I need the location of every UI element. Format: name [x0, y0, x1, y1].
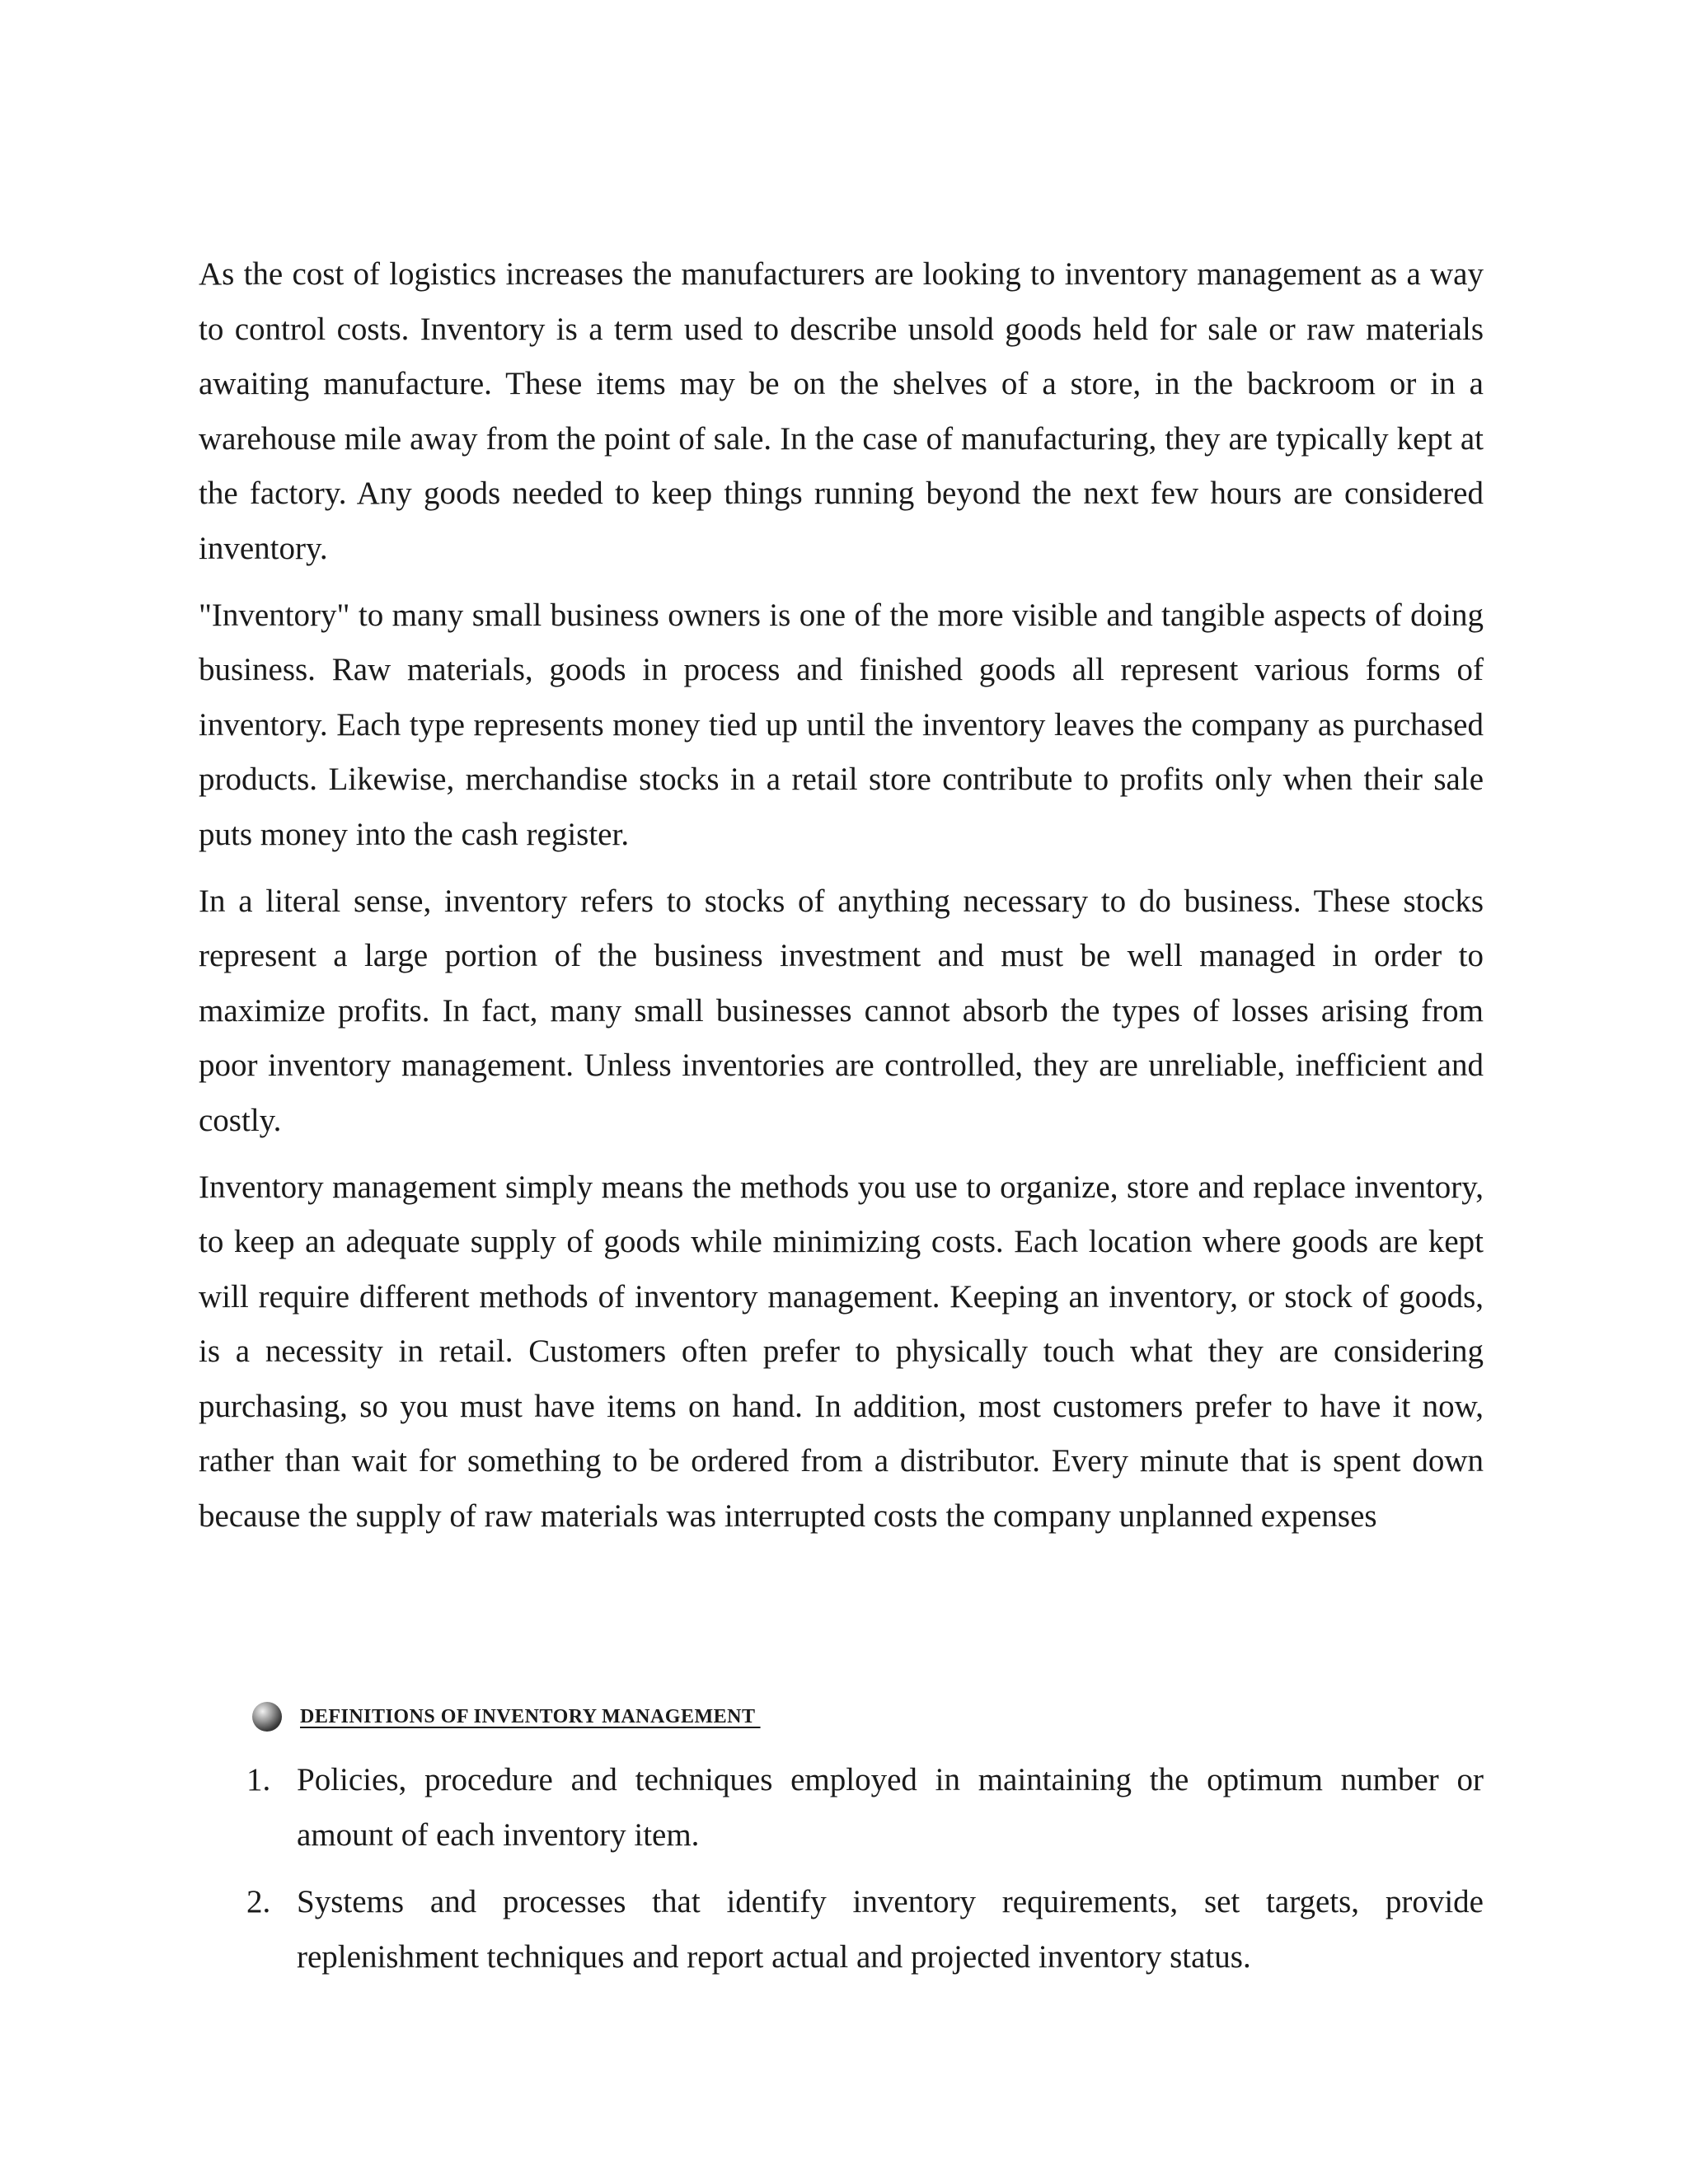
paragraph-inventory-small-business: "Inventory" to many small business owners is one of the more visible and tangible aspects of doing business. Raw materials, goods in process and finished goods all represent various forms of inventory. Each type represents money tied up until the inventory leaves the company as purchased products. Likewise, merchandise stocks in a retail store contribute to profits only when their sale puts money into the cash register.: [199, 597, 1484, 852]
sphere-bullet-icon: [252, 1702, 282, 1732]
document-body: [199, 247, 1484, 1556]
paragraph-logistics-intro: As the cost of logistics increases the manufacturers are looking to inventory management as a way to control costs. Inventory is a term used to describe unsold goods held for sale or raw materials awaiting manufacture. These items may be on the shelves of a store, in the backroom or in a warehouse mile away from the point of sale. In the case of manufacturing, they are typically kept at the factory. Any goods needed to keep things running beyond the next few hours are considered inventory.: [199, 256, 1484, 566]
paragraph-inventory-management-meaning: Inventory management simply means the methods you use to organize, store and replace inventory, to keep an adequate supply of goods while minimizing costs. Each location where goods are kept will require different methods of inventory management. Keeping an inventory, or stock of goods, is a necessity in retail. Customers often prefer to physically touch what they are considering purchasing, so you must have items on hand. In addition, most customers prefer to have it now, rather than wait for something to be ordered from a distributor. Every minute that is spent down because the supply of raw materials was interrupted costs the company unplanned expenses: [199, 1169, 1484, 1535]
paragraph-literal-sense: In a literal sense, inventory refers to stocks of anything necessary to do business. These stocks represent a large portion of the business investment and must be well managed in order to maximize profits. In fact, many small businesses cannot absorb the types of losses arising from poor inventory management. Unless inventories are controlled, they are unreliable, inefficient and costly.: [199, 883, 1484, 1138]
list-item-text: Systems and processes that identify inventory requirements, set targets, provide replenishment techniques and report actual and projected inventory status.: [297, 1884, 1484, 1975]
list-item-text: Policies, procedure and techniques employed in maintaining the optimum number or amount of each inventory item.: [297, 1762, 1484, 1853]
list-item: [199, 1753, 1484, 1863]
section-heading-text: DEFINITIONS OF INVENTORY MANAGEMENT: [300, 1705, 761, 1727]
section-heading-definitions: [252, 1702, 761, 1732]
list-item-number: 2.: [246, 1884, 271, 1920]
definitions-list: [199, 1753, 1484, 1997]
list-item-number: 1.: [246, 1762, 271, 1797]
list-item: [199, 1875, 1484, 1985]
